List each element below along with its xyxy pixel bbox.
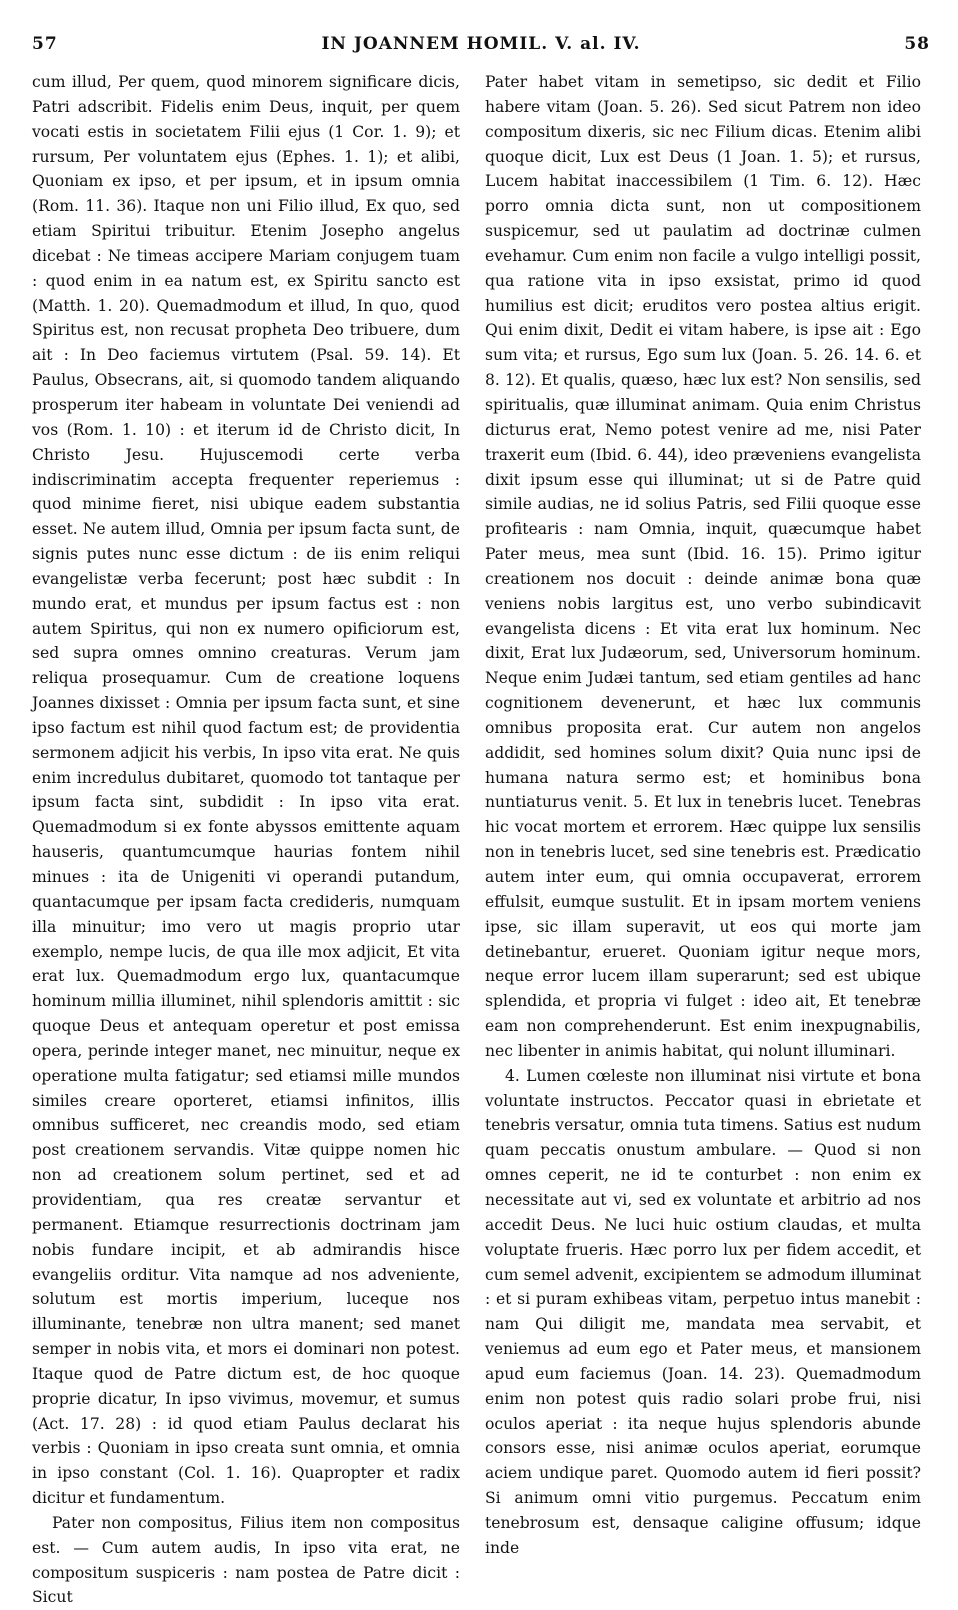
page-number-right: 58 [904,34,930,54]
page-number-left: 57 [32,34,58,54]
paragraph: Pater habet vitam in semetipso, sic dedit et Filio habere vitam (Joan. 5. 26). Sed sicut Patrem non ideo compositum dixeris, sic nec Filium dicas. Etenim alibi quoque dicit, Lux est Deus (1 Joan. 1. 5); et rursus, Lucem habitat inaccessibilem (1 Tim. 6. 12). Hæc porro omnia dicta sunt, non ut compositionem suspicemur, sed ut paulatim ad doctrinæ culmen evehamur. Cum enim non facile a vulgo intelligi possit, qua ratione vita in ipso exsistat, primo id quod humilius est dicit; eruditos vero postea altius erigit. Qui enim dixit, Dedit ei vitam habere, is ipse ait : Ego sum vita; et rursus, Ego sum lux (Joan. 5. 26. 14. 6. et 8. 12). Et qualis, quæso, hæc lux est? Non sensilis, sed spiritualis, quæ illuminat animam. Quia enim Christus dicturus erat, Nemo potest venire ad me, nisi Pater traxerit eum (Ibid. 6. 44), ideo præveniens evangelista dixit ipsum esse qui illuminat; ut si de Patre quid simile audias, ne id solius Patris, sed Filii quoque esse profitearis : nam Omnia, inquit, quæcumque habet Pater meus, mea sunt (Ibid. 16. 15). Primo igitur creationem nos docuit : deinde animæ bona quæ veniens nobis largitus est, uno verbo subindicavit evangelista dicens : Et vita erat lux hominum. Nec dixit, Erat lux Judæorum, sed, Universorum hominum. Neque enim Judæi tantum, sed etiam gentiles ad hanc cognitionem devenerunt, et hæc lux communis omnibus proposita erat. Cur autem non angelos addidit, sed homines solum dixit? Quia nunc ipsi de humana natura sermo est; et hominibus bona nuntiaturus venit. 5. Et lux in tenebris lucet. Tenebras hic vocat mortem et errorem. Hæc quippe lux sensilis non in tenebris lucet, sed sine tenebris est. Prædicatio autem inter eum, qui omnia occupaverat, errorem effulsit, eumque sustulit. Et in ipsam mortem veniens ipse, sic illam superavit, ut eos qui morte jam detinebantur, erueret. Quoniam igitur neque mors, neque error lucem illam superarunt; sed est ubique splendida, et propria vi fulget : ideo ait, Et tenebræ eam non comprehenderunt. Est enim inexpugnabilis, nec libenter in animis habitat, qui nolunt illuminari. [485,73,921,1060]
right-column [485,70,922,1557]
running-header [32,34,930,62]
paragraph: cum illud, Per quem, quod minorem significare dicis, Patri adscribit. Fidelis enim Deus, inquit, per quem vocati estis in societatem Filii ejus (1 Cor. 1. 9); et rursum, Per voluntatem ejus (Ephes. 1. 1); et alibi, Quoniam ex ipso, et per ipsum, et in ipsum omnia (Rom. 11. 36). Itaque non uni Filio illud, Ex quo, sed etiam Spiritui tribuitur. Etenim Josepho angelus dicebat : Ne timeas accipere Mariam conjugem tuam : quod enim in ea natum est, ex Spiritu sancto est (Matth. 1. 20). Quemadmodum et illud, In quo, quod Spiritus est, non recusat propheta Deo tribuere, dum ait : In Deo faciemus virtutem (Psal. 59. 14). Et Paulus, Obsecrans, ait, si quomodo tandem aliquando prosperum iter habeam in voluntate Dei veniendi ad vos (Rom. 1. 10) : et iterum id de Christo dicit, In Christo Jesu. Hujuscemodi certe verba indiscriminatim accepta frequenter reperiemus : quod minime fieret, nisi ubique eadem substantia esset. Ne autem illud, Omnia per ipsum facta sunt, de signis putes nunc esse dictum : de iis enim reliqui evangelistæ verba fecerunt; post hæc subdit : In mundo erat, et mundus per ipsum factus est : non autem Spiritus, qui non ex numero opificiorum est, sed supra omnes omnino creaturas. Verum jam reliqua prosequamur. Cum de creatione loquens Joannes dixisset : Omnia per ipsum facta sunt, et sine ipso factum est nihil quod factum est; de providentia sermonem adjicit his verbis, In ipso vita erat. Ne quis enim incredulus dubitaret, quomodo tot tantaque per ipsum facta sint, subdidit : In ipso vita erat. Quemadmodum si ex fonte abyssos emittente aquam hauseris, quantumcumque haurias fontem nihil minues : ita de Unigeniti vi operandi putandum, quantacumque per ipsam facta credideris, numquam illa minuitur; imo vero ut magis proprio utar exemplo, nempe lucis, de qua ille mox adjicit, Et vita erat lux. Quemadmodum ergo lux, quantacumque hominum millia illuminet, nihil splendoris amittit : sic quoque Deus et antequam operetur et post emissa opera, perinde integer manet, nec minuitur, neque ex operatione multa fatigatur; sed etiamsi mille mundos similes creare oporteret, etiamsi infinitos, illis omnibus sufficeret, nec creandis modo, sed etiam post creationem servandis. Vitæ quippe nomen hic non ad creationem solum pertinet, sed et ad providentiam, qua res creatæ servantur et permanent. Etiamque resurrectionis doctrinam jam nobis fundare incipit, et ab admirandis hisce evangeliis orditur. Vita namque ad nos adveniente, solutum est mortis imperium, luceque nos illuminante, tenebræ non ultra manent; sed manet semper in nobis vita, et mors ei dominari non potest. Itaque quod de Patre dictum est, de hoc quoque proprie dicatur, In ipso vivimus, movemur, et sumus (Act. 17. 28) : id quod etiam Paulus declarat his verbis : Quoniam in ipso creata sunt omnia, et omnia in ipso constant (Col. 1. 16). Quapropter et radix dicitur et fundamentum. [32,73,460,1508]
paragraph: 4. Lumen cœleste non illuminat nisi virtute et bona voluntate instructos. Peccator quasi in ebrietate et tenebris versatur, omnia tuta timens. Satius est nudum quam peccatis onustum ambulare. — Quod si non omnes ceperit, ne id te conturbet : non enim ex necessitate aut vi, sed ex voluntate et arbitrio ad nos accedit Deus. Ne luci huic ostium claudas, et multa voluptate frueris. Hæc porro lux per fidem accedit, et cum semel advenit, excipientem se admodum illuminat : et si puram exhibeas vitam, perpetuo intus manebit : nam Qui diligit me, mandata mea servabit, et veniemus ad eum ego et Pater meus, et mansionem apud eum faciemus (Joan. 14. 23). Quemadmodum enim non potest quis radio solari probe frui, nisi oculos aperiat : ita neque hujus splendoris abunde consors esse, nisi animæ oculos aperiat, eorumque aciem undique paret. Quomodo autem id fieri possit? Si animum omni vitio purgemus. Peccatum enim tenebrosum est, densaque caligine offusum; idque inde [485,1066,922,1557]
paragraph: Pater non compositus, Filius item non compositus est. — Cum autem audis, In ipso vita erat, ne compositum suspiceris : nam postea de Patre dicit : Sicut [32,1513,460,1607]
left-column [32,70,460,1607]
running-title: IN JOANNEM HOMIL. V. al. IV. [321,34,641,54]
